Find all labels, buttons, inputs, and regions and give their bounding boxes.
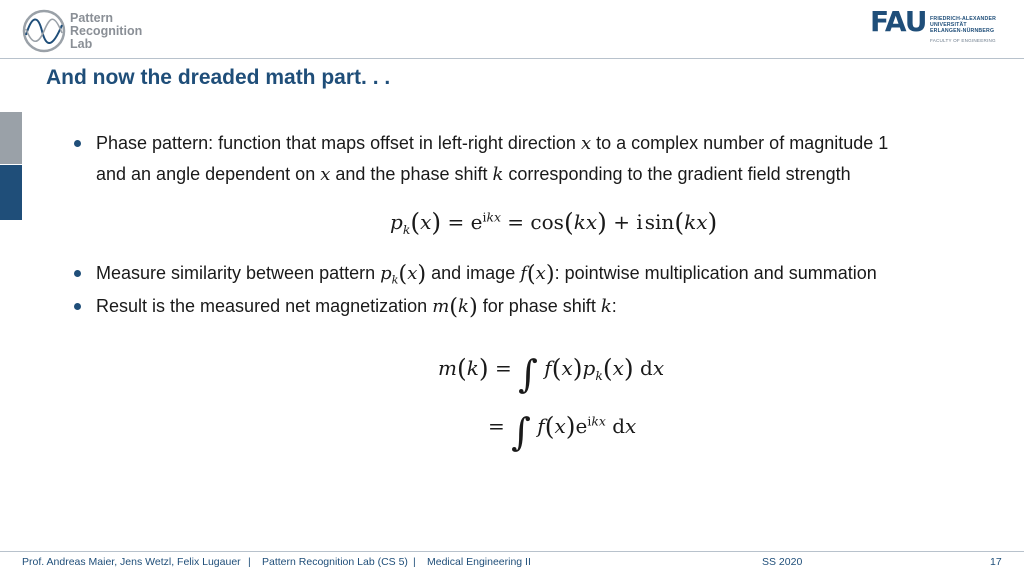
- footer-course: Medical Engineering II: [427, 556, 531, 568]
- logo-text-line-1: Pattern: [70, 11, 114, 25]
- header-divider: [0, 58, 1024, 59]
- fau-name-line-3: ERLANGEN-NÜRNBERG: [930, 28, 995, 34]
- logo-text-line-3: Lab: [70, 37, 93, 51]
- equation-magnetization-line-2: = ∫ $f(x)e^{ikx}$ dx: [488, 410, 637, 454]
- bullet-measure-similarity: Measure similarity between pattern $p_k(x)$ and image f(x): pointwise multiplication and summation: [96, 261, 877, 287]
- footer-separator: |: [413, 556, 416, 568]
- footer-lab: Pattern Recognition Lab (CS 5): [262, 556, 408, 568]
- bullet-phase-pattern: Phase pattern: function that maps offset in left-right direction x to a complex number of magnitude 1 and an angle dependent on x and the phase shift k corresponding to the gradient field strength: [96, 133, 889, 185]
- equation-phase-pattern: $p_k(x) = e^{ikx} = \cos(kx) + i$ sin(kx): [390, 208, 718, 237]
- bullet-dot: [74, 270, 81, 277]
- pattern-recognition-lab-logo-icon: [22, 9, 66, 53]
- fau-logo: FAU: [870, 5, 927, 38]
- footer-divider: [0, 551, 1024, 552]
- logo-text-line-2: Recognition: [70, 24, 143, 38]
- bullet-dot: [74, 140, 81, 147]
- sidebar-marker-blue: [0, 165, 22, 220]
- fau-faculty: FACULTY OF ENGINEERING: [930, 38, 996, 43]
- equation-magnetization-line-1: m(k) = ∫ $f(x)p_k(x)$ dx: [438, 352, 665, 396]
- slide-title: And now the dreaded math part. . .: [46, 66, 391, 89]
- fau-name-line-2: UNIVERSITÄT: [930, 22, 967, 28]
- footer-term: SS 2020: [762, 556, 803, 568]
- bullet-result: Result is the measured net magnetization m(k) for phase shift k:: [96, 294, 617, 320]
- sidebar-marker-grey: [0, 112, 22, 164]
- footer-separator: |: [248, 556, 251, 568]
- bullet-dot: [74, 303, 81, 310]
- footer-page-number: 17: [990, 556, 1002, 568]
- fau-name-line-1: FRIEDRICH-ALEXANDER: [930, 16, 997, 22]
- footer-authors: Prof. Andreas Maier, Jens Wetzl, Felix Lugauer: [22, 556, 241, 568]
